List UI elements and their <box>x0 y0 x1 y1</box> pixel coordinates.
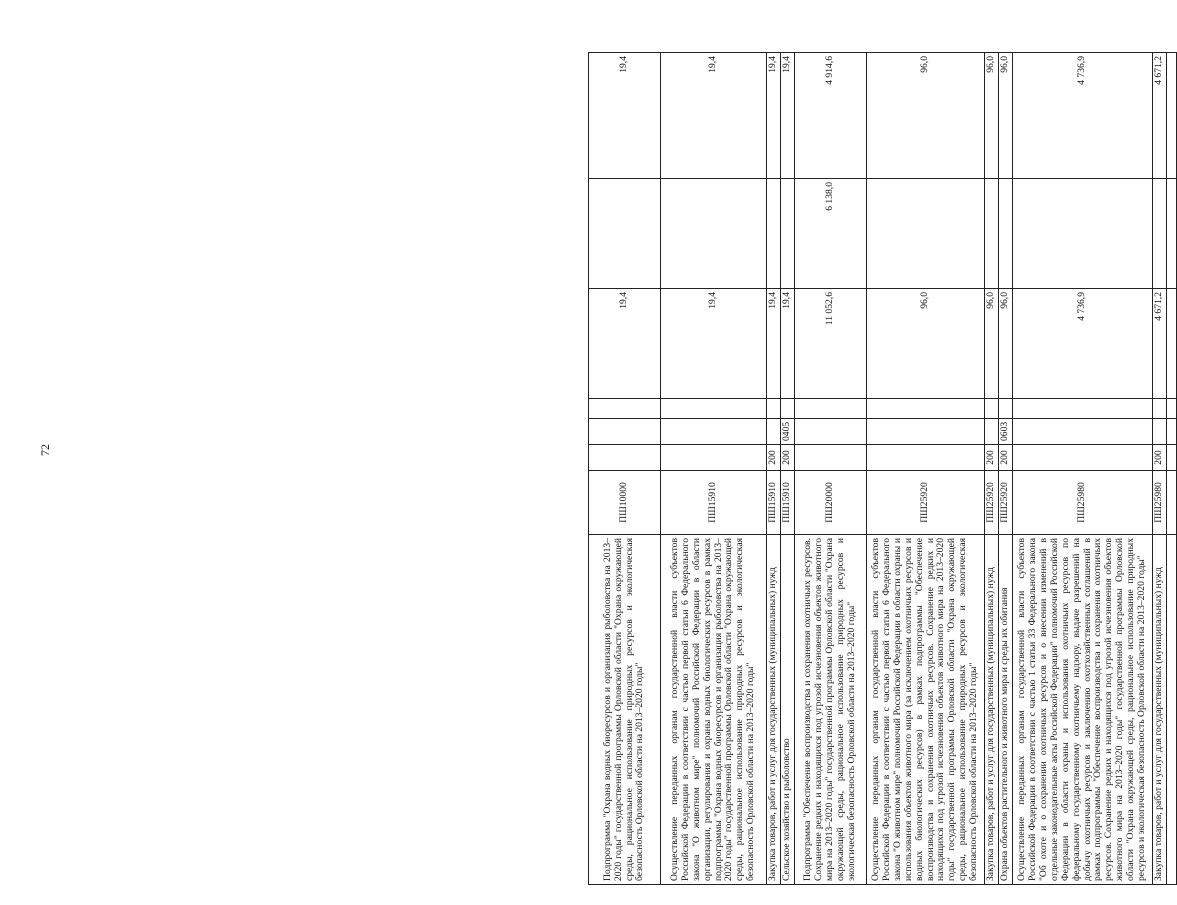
row-sum2-cell <box>767 179 781 289</box>
row-sum3-cell <box>1167 53 1177 179</box>
row-sum2-cell <box>1153 179 1167 289</box>
row-sum1-cell: 96,0 <box>985 289 999 399</box>
row-sum1-cell <box>1167 289 1177 399</box>
table-row <box>1167 53 1177 885</box>
row-sum1-cell: 4 671,2 <box>1153 289 1167 399</box>
row-empty-cell <box>589 399 661 419</box>
row-code-cell: ПШ25920 <box>985 471 999 535</box>
row-vr-cell <box>1013 445 1153 471</box>
row-name-cell: Охрана объектов растительного и животного мира и среды их обитания <box>999 535 1013 885</box>
row-empty-cell <box>1153 399 1167 419</box>
row-code-cell: ПШ25980 <box>1153 471 1167 535</box>
row-empty-cell <box>985 399 999 419</box>
row-empty-cell <box>781 399 795 419</box>
row-code-cell: ПШ10000 <box>589 471 661 535</box>
table-row <box>1013 53 1153 885</box>
row-razdel-cell: 0405 <box>781 419 795 445</box>
row-sum2-cell <box>589 179 661 289</box>
page-number: 72 <box>38 444 52 456</box>
row-name-cell: Осуществление переданных органам государственной власти субъектов Российской Федерации в соответствии с частью первой статьи 6 Федерального закона "О животном мире" полномочий Российской Федерации в области охраны и использования объектов животного мира (за исключением охотничьих ресурсов и водных биологических ресурсов) в рамках подпрограммы "Обеспечение воспроизводства и сохранения охотничьих ресурсов. Сохранение редких и находящихся под угрозой исчезновения объектов животного мира на 2013–2020 годы" государственной программы Орловской области "Охрана окружающей среды, рациональное использование природных ресурсов и экологическая безопасность Орловской области на 2013–2020 годы" <box>867 535 985 885</box>
row-sum2-cell <box>781 179 795 289</box>
row-vr-cell: 200 <box>781 445 795 471</box>
row-sum3-cell: 4 914,6 <box>795 53 867 179</box>
table-body <box>589 53 1177 885</box>
row-sum3-cell: 19,4 <box>767 53 781 179</box>
row-sum3-cell: 96,0 <box>999 53 1013 179</box>
table-row <box>781 53 795 885</box>
table-row <box>1153 53 1167 885</box>
row-name-cell: Подпрограмма "Обеспечение воспроизводства и сохранения охотничьих ресурсов. Сохранение редких и находящихся под угрозой исчезновения объектов животного мира на 2013–2020 годы" государственной программы Орловской области "Охрана окружающей среды, рациональное использование природных ресурсов и экологическая безопасность Орловской области на 2013–2020 годы" <box>795 535 867 885</box>
row-sum3-cell: 19,4 <box>781 53 795 179</box>
row-razdel-cell <box>1153 419 1167 445</box>
row-empty-cell <box>1167 399 1177 419</box>
row-sum3-cell: 4 736,9 <box>1013 53 1153 179</box>
row-sum1-cell: 19,4 <box>661 289 767 399</box>
row-code-cell: ПШ15910 <box>781 471 795 535</box>
table-row <box>661 53 767 885</box>
row-sum1-cell: 19,4 <box>767 289 781 399</box>
row-empty-cell <box>767 399 781 419</box>
row-vr-cell <box>589 445 661 471</box>
row-name-cell: Закупка товаров, работ и услуг для государственных (муниципальных) нужд <box>985 535 999 885</box>
row-vr-cell <box>661 445 767 471</box>
row-sum1-cell: 4 736,9 <box>1013 289 1153 399</box>
row-sum3-cell: 96,0 <box>867 53 985 179</box>
row-empty-cell <box>661 399 767 419</box>
row-sum3-cell: 19,4 <box>661 53 767 179</box>
row-razdel-cell <box>867 419 985 445</box>
row-name-cell: Закупка товаров, работ и услуг для государственных (муниципальных) нужд <box>1153 535 1167 885</box>
row-empty-cell <box>795 399 867 419</box>
row-vr-cell: 200 <box>767 445 781 471</box>
row-code-cell: ПШ25980 <box>1013 471 1153 535</box>
row-sum2-cell <box>999 179 1013 289</box>
row-sum2-cell <box>985 179 999 289</box>
table-row <box>795 53 867 885</box>
table-row <box>867 53 985 885</box>
row-razdel-cell <box>767 419 781 445</box>
row-code-cell: ПШ25920 <box>999 471 1013 535</box>
row-sum1-cell: 19,4 <box>781 289 795 399</box>
row-empty-cell <box>867 399 985 419</box>
row-name-cell: Закупка товаров, работ и услуг для государственных (муниципальных) нужд <box>767 535 781 885</box>
row-razdel-cell <box>589 419 661 445</box>
rotated-table-wrapper <box>588 53 1165 885</box>
row-sum2-cell <box>867 179 985 289</box>
row-sum1-cell: 96,0 <box>999 289 1013 399</box>
row-name-cell: Осуществление переданных органам государственной власти субъектов Российской Федерации в соответствии с частью 1 статьи 33 Федерального закона "Об охоте и о сохранении охотничьих ресурсов и о внесении изменений в отдельные законодательные акты Российской Федерации" полномочий Российской Федерации в области охраны и использования охотничьих ресурсов по федеральному государственному охотничьему надзору, выдаче разрешений на добычу охотничьих ресурсов и заключению охотхозяйственных соглашений в рамках подпрограммы "Обеспечение воспроизводства и сохранения охотничьих ресурсов. Сохранение редких и находящихся под угрозой исчезновения объектов животного мира на 2013–2020 годы" государственной программы Орловской области "Охрана окружающей среды, рациональное использование природных ресурсов и экологическая безопасность Орловской области на 2013–2020 годы" <box>1013 535 1153 885</box>
row-razdel-cell <box>1013 419 1153 445</box>
row-sum3-cell: 4 671,2 <box>1153 53 1167 179</box>
row-empty-cell <box>999 399 1013 419</box>
row-code-cell: ПШ15910 <box>767 471 781 535</box>
row-sum2-cell: 6 138,0 <box>795 179 867 289</box>
row-sum3-cell: 19,4 <box>589 53 661 179</box>
row-sum2-cell <box>661 179 767 289</box>
budget-table <box>588 52 1177 885</box>
row-razdel-cell: 0603 <box>999 419 1013 445</box>
row-razdel-cell <box>985 419 999 445</box>
row-sum1-cell: 96,0 <box>867 289 985 399</box>
row-razdel-cell <box>795 419 867 445</box>
row-vr-cell: 200 <box>985 445 999 471</box>
table-row <box>767 53 781 885</box>
table-row <box>589 53 661 885</box>
row-razdel-cell <box>661 419 767 445</box>
row-sum1-cell: 19,4 <box>589 289 661 399</box>
table-row <box>985 53 999 885</box>
row-name-cell: Сельское хозяйство и рыболовство <box>781 535 795 885</box>
row-empty-cell <box>1013 399 1153 419</box>
row-vr-cell <box>867 445 985 471</box>
row-code-cell: ПШ15910 <box>661 471 767 535</box>
row-vr-cell: 200 <box>1153 445 1167 471</box>
row-sum1-cell: 11 052,6 <box>795 289 867 399</box>
row-vr-cell <box>1167 445 1177 471</box>
row-name-cell: Осуществление переданных органам государственной власти субъектов Российской Федерации в соответствии с частью первой статьи 6 Федерального закона "О животном мире" полномочий Российской Федерации в области организации, регулирования и охраны водных биологических ресурсов в рамках подпрограммы "Охрана водных биоресурсов и организация рыболовства на 2013–2020 годы" государственной программы Орловской области "Охрана окружающей среды, рациональное использование природных ресурсов и экологическая безопасность Орловской области на 2013–2020 годы" <box>661 535 767 885</box>
row-code-cell: ПШ20000 <box>795 471 867 535</box>
row-code-cell <box>1167 471 1177 535</box>
row-name-cell: Подпрограмма "Охрана водных биоресурсов и организация рыболовства на 2013–2020 годы" государственной программы Орловской области "Охрана окружающей среды, рациональное использование природных ресурсов и экологическая безопасность Орловской области на 2013–2020 годы" <box>589 535 661 885</box>
row-vr-cell: 200 <box>999 445 1013 471</box>
row-vr-cell <box>795 445 867 471</box>
row-razdel-cell <box>1167 419 1177 445</box>
table-row <box>999 53 1013 885</box>
row-sum3-cell: 96,0 <box>985 53 999 179</box>
row-code-cell: ПШ25920 <box>867 471 985 535</box>
row-sum2-cell <box>1167 179 1177 289</box>
row-name-cell <box>1167 535 1177 885</box>
row-sum2-cell <box>1013 179 1153 289</box>
